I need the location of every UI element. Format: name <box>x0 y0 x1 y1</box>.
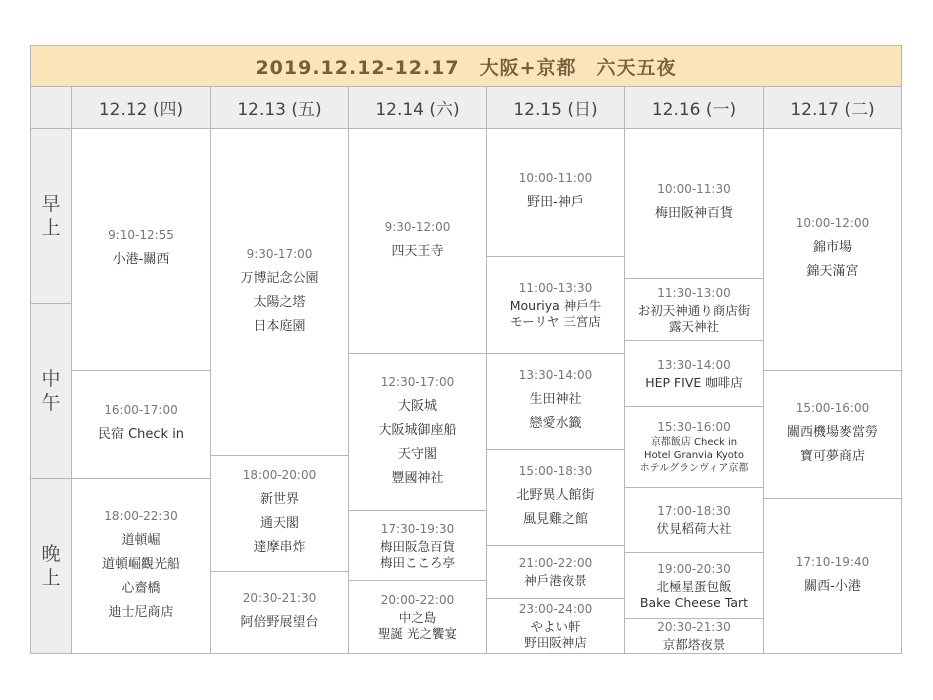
activity-label: 豐國神社 <box>391 470 444 486</box>
activity-label: 民宿 Check in <box>97 427 185 442</box>
activity-label: 露天神社 <box>668 318 719 334</box>
activity-label: 北野異人館街 <box>516 488 595 503</box>
activity-label: 道頓崛觀光船 <box>101 556 180 572</box>
itinerary-title: 2019.12.12-12.17 大阪+京都 六天五夜 <box>31 46 901 87</box>
activity-label: 野田阪神店 <box>524 635 587 650</box>
activity-label: HEP FIVE 咖啡店 <box>645 374 743 390</box>
period-char: 午 <box>41 392 61 414</box>
activity-label: 心齋橋 <box>121 580 161 596</box>
activity-label: 聖誕 光之饗宴 <box>378 626 457 641</box>
activity-label: 伏見稻荷大社 <box>656 521 732 536</box>
schedule-cell <box>625 407 764 488</box>
activity-label: 錦市場 <box>812 240 852 255</box>
activity-label: 北極星蛋包飯 <box>656 578 732 594</box>
schedule-cell <box>487 599 625 653</box>
activity-label: 小港-關西 <box>112 252 170 267</box>
activity-label: 梅田阪神百貨 <box>654 206 733 221</box>
activity-label: ホテルグランヴィア京都 <box>639 463 749 474</box>
activity-label: Mouriya 神戶牛 <box>509 298 602 313</box>
schedule-cell <box>349 581 487 653</box>
schedule-cell <box>211 129 349 456</box>
activity-label: モーリヤ 三宮店 <box>510 314 601 329</box>
time-range: 9:30-17:00 <box>246 246 313 261</box>
schedule-cell <box>625 341 764 407</box>
activity-label: 京都飯店 Check in <box>650 437 738 448</box>
activity-label: 太陽之塔 <box>253 294 306 310</box>
activity-label: 關西-小港 <box>804 578 861 594</box>
time-range: 10:00-12:00 <box>795 216 870 230</box>
schedule-cell <box>487 354 625 450</box>
period-char: 中 <box>41 368 61 390</box>
day-header-3: 12.14 (六) <box>349 87 487 129</box>
itinerary-table <box>30 45 902 654</box>
schedule-cell <box>72 371 211 479</box>
activity-label: 道頓崛 <box>121 532 161 548</box>
activity-label: 關西機場麥當勞 <box>786 425 878 440</box>
period-morning <box>31 129 72 304</box>
period-char: 上 <box>41 567 61 589</box>
day-header-4: 12.15 (日) <box>487 87 625 129</box>
time-range: 9:30-12:00 <box>384 219 451 234</box>
activity-label: 達摩串炸 <box>253 540 306 555</box>
activity-label: 寶可夢商店 <box>799 449 865 464</box>
time-range: 20:30-21:30 <box>242 591 317 605</box>
time-range: 15:00-18:30 <box>518 464 593 478</box>
day-header-1: 12.12 (四) <box>72 87 211 129</box>
activity-label: 迪士尼商店 <box>108 604 174 620</box>
schedule-cell <box>625 619 764 653</box>
time-range: 15:30-16:00 <box>657 420 731 434</box>
time-range: 18:00-22:30 <box>104 508 178 523</box>
schedule-cell <box>487 129 625 257</box>
activity-label: 梅田こころ亭 <box>379 554 455 570</box>
time-range: 20:00-22:00 <box>380 593 455 607</box>
activity-label: 梅田阪急百貨 <box>379 538 455 554</box>
time-range: 15:00-16:00 <box>795 401 870 415</box>
activity-label: お初天神通り商店街 <box>637 302 751 318</box>
time-range: 9:10-12:55 <box>108 228 174 242</box>
time-range: 17:30-19:30 <box>380 521 455 536</box>
day-header-2: 12.13 (五) <box>211 87 349 129</box>
schedule-cell <box>764 371 901 499</box>
schedule-cell <box>625 279 764 341</box>
header-corner <box>31 87 72 129</box>
time-range: 11:30-13:00 <box>657 285 731 300</box>
schedule-cell <box>487 450 625 546</box>
schedule-cell <box>72 479 211 653</box>
time-range: 18:00-20:00 <box>242 468 317 482</box>
activity-label: 京都塔夜景 <box>662 637 726 652</box>
activity-label: 戀愛水籤 <box>529 416 582 431</box>
schedule-cell <box>487 546 625 599</box>
activity-label: 新世界 <box>259 492 299 507</box>
schedule-cell <box>625 488 764 553</box>
activity-label: 四天王寺 <box>391 243 444 259</box>
activity-label: 大阪城 <box>397 398 437 414</box>
time-range: 21:00-22:00 <box>518 556 593 570</box>
period-evening <box>31 479 72 653</box>
day-header-6: 12.17 (二) <box>764 87 901 129</box>
day-header-5: 12.16 (一) <box>625 87 764 129</box>
schedule-cell <box>211 572 349 653</box>
activity-label: Hotel Granvia Kyoto <box>644 450 744 461</box>
period-char: 早 <box>41 193 61 215</box>
activity-label: やよい軒 <box>530 619 581 634</box>
activity-label: 日本庭園 <box>253 318 306 334</box>
schedule-cell <box>625 129 764 279</box>
activity-label: 錦天滿宮 <box>806 264 859 279</box>
schedule-cell <box>72 129 211 371</box>
activity-label: 万博記念公園 <box>240 270 319 286</box>
time-range: 23:00-24:00 <box>518 602 593 616</box>
activity-label: 中之島 <box>398 610 437 625</box>
time-range: 10:00-11:00 <box>518 171 593 185</box>
time-range: 12:30-17:00 <box>380 374 455 389</box>
schedule-cell <box>211 456 349 572</box>
schedule-cell <box>764 499 901 653</box>
schedule-cell <box>764 129 901 371</box>
period-char: 晚 <box>41 543 61 565</box>
time-range: 16:00-17:00 <box>104 403 178 417</box>
time-range: 11:00-13:30 <box>518 281 593 295</box>
schedule-cell <box>349 511 487 581</box>
time-range: 20:30-21:30 <box>657 620 731 634</box>
time-range: 10:00-11:30 <box>657 182 731 196</box>
period-noon <box>31 304 72 479</box>
time-range: 13:30-14:00 <box>518 368 593 382</box>
schedule-cell <box>487 257 625 354</box>
activity-label: 通天閣 <box>259 516 299 531</box>
time-range: 17:10-19:40 <box>795 554 870 569</box>
activity-label: 天守閣 <box>397 446 437 462</box>
time-range: 17:00-18:30 <box>657 504 731 518</box>
activity-label: 神戶港夜景 <box>524 573 587 588</box>
schedule-cell <box>349 129 487 354</box>
schedule-cell <box>625 553 764 619</box>
activity-label: 野田-神戶 <box>527 195 584 210</box>
period-char: 上 <box>41 217 61 239</box>
schedule-cell <box>349 354 487 511</box>
time-range: 19:00-20:30 <box>657 561 731 576</box>
time-range: 13:30-14:00 <box>657 357 731 372</box>
activity-label: Bake Cheese Tart <box>639 594 749 610</box>
activity-label: 生田神社 <box>529 392 582 407</box>
activity-label: 大阪城御座船 <box>378 422 457 438</box>
activity-label: 風見雞之館 <box>522 512 588 527</box>
activity-label: 阿倍野展望台 <box>240 615 319 630</box>
